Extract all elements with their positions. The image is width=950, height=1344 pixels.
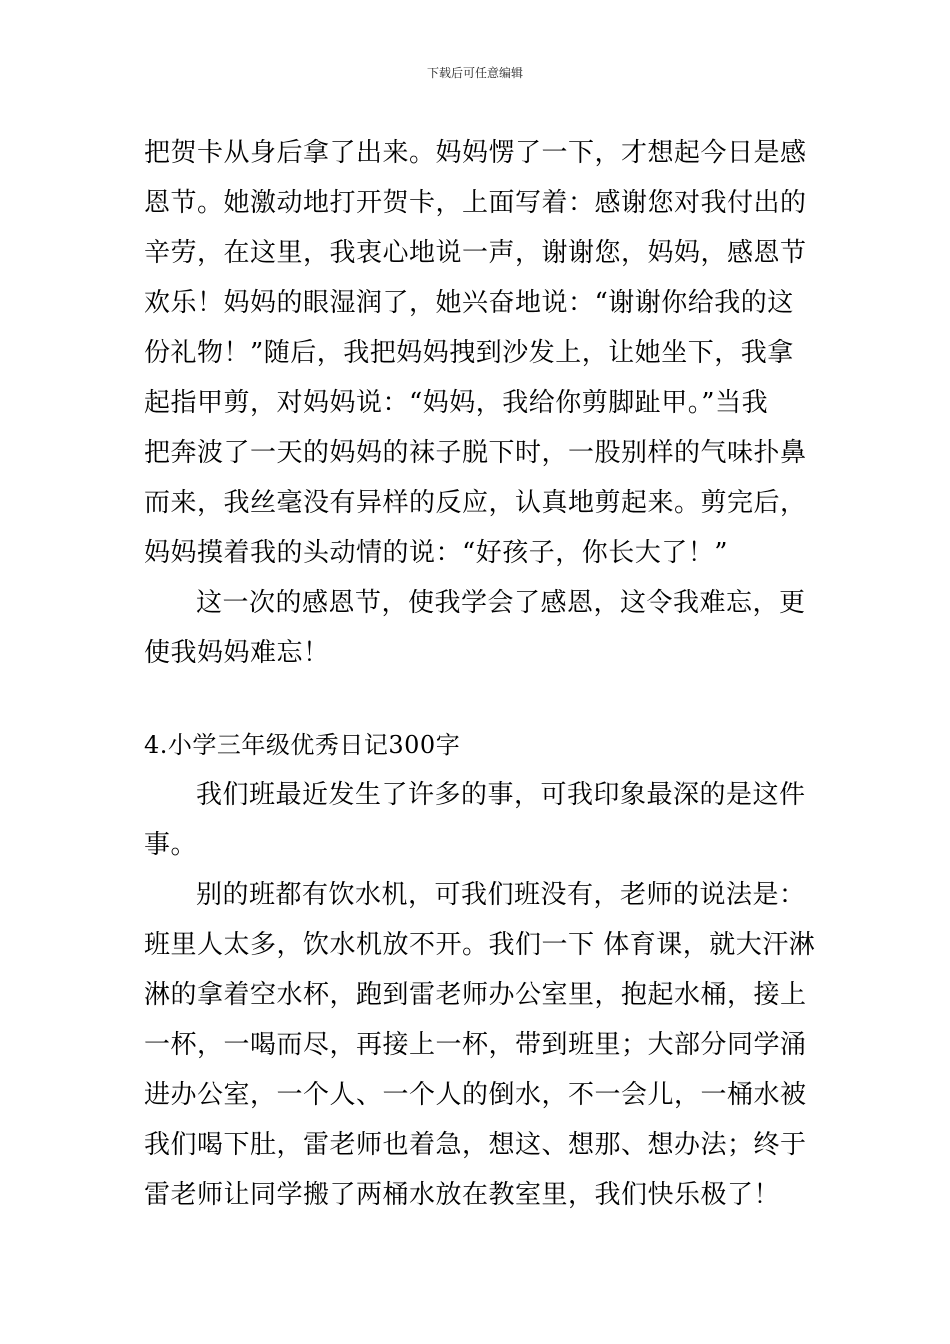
text-line: 这一次的感恩节，使我学会了感恩，这令我难忘，更 [196, 588, 806, 618]
text-line: 妈妈摸着我的头动情的说：“好孩子，你长大了！” [144, 538, 729, 568]
section-heading: 4.小学三年级优秀日记300字 [144, 731, 461, 759]
text-line: 我们班最近发生了许多的事，可我印象最深的是这件 [196, 780, 806, 810]
text-line: 事。 [144, 830, 198, 860]
text-line: 恩节。她激动地打开贺卡，上面写着：感谢您对我付出的 [144, 188, 807, 218]
text-line: 雷老师让同学搬了两桶水放在教室里，我们快乐极了！ [144, 1180, 781, 1210]
page-header: 下载后可任意编辑 [426, 66, 523, 80]
text-line: 淋的拿着空水杯，跑到雷老师办公室里，抱起水桶，接上 [144, 980, 807, 1010]
text-line: 份礼物！”随后，我把妈妈拽到沙发上，让她坐下，我拿 [144, 338, 794, 368]
document-body [144, 128, 816, 1220]
text-line: 把奔波了一天的妈妈的袜子脱下时，一股别样的气味扑鼻 [144, 438, 807, 468]
text-line: 使我妈妈难忘！ [144, 638, 330, 668]
text-line: 欢乐！妈妈的眼湿润了，她兴奋地说：“谢谢你给我的这 [144, 288, 794, 318]
text-line: 我们喝下肚，雷老师也着急，想这、想那、想办法；终于 [144, 1130, 807, 1160]
text-line: 而来，我丝毫没有异样的反应，认真地剪起来。剪完后， [144, 488, 807, 518]
text-line: 一杯，一喝而尽，再接上一杯，带到班里；大部分同学涌 [144, 1030, 807, 1060]
text-line: 别的班都有饮水机，可我们班没有，老师的说法是： [196, 880, 806, 910]
paragraph-gap [144, 678, 808, 720]
text-line: 把贺卡从身后拿了出来。妈妈愣了一下，才想起今日是感 [144, 138, 807, 168]
text-line: 辛劳，在这里，我衷心地说一声，谢谢您，妈妈，感恩节 [144, 238, 807, 268]
text-line: 起指甲剪，对妈妈说：“妈妈，我给你剪脚趾甲。”当我 [144, 388, 769, 418]
text-line: 进办公室，一个人、一个人的倒水，不一会儿，一桶水被 [144, 1080, 807, 1110]
text-line: 班里人太多，饮水机放不开。我们一下 体育课，就大汗淋 [144, 930, 816, 960]
